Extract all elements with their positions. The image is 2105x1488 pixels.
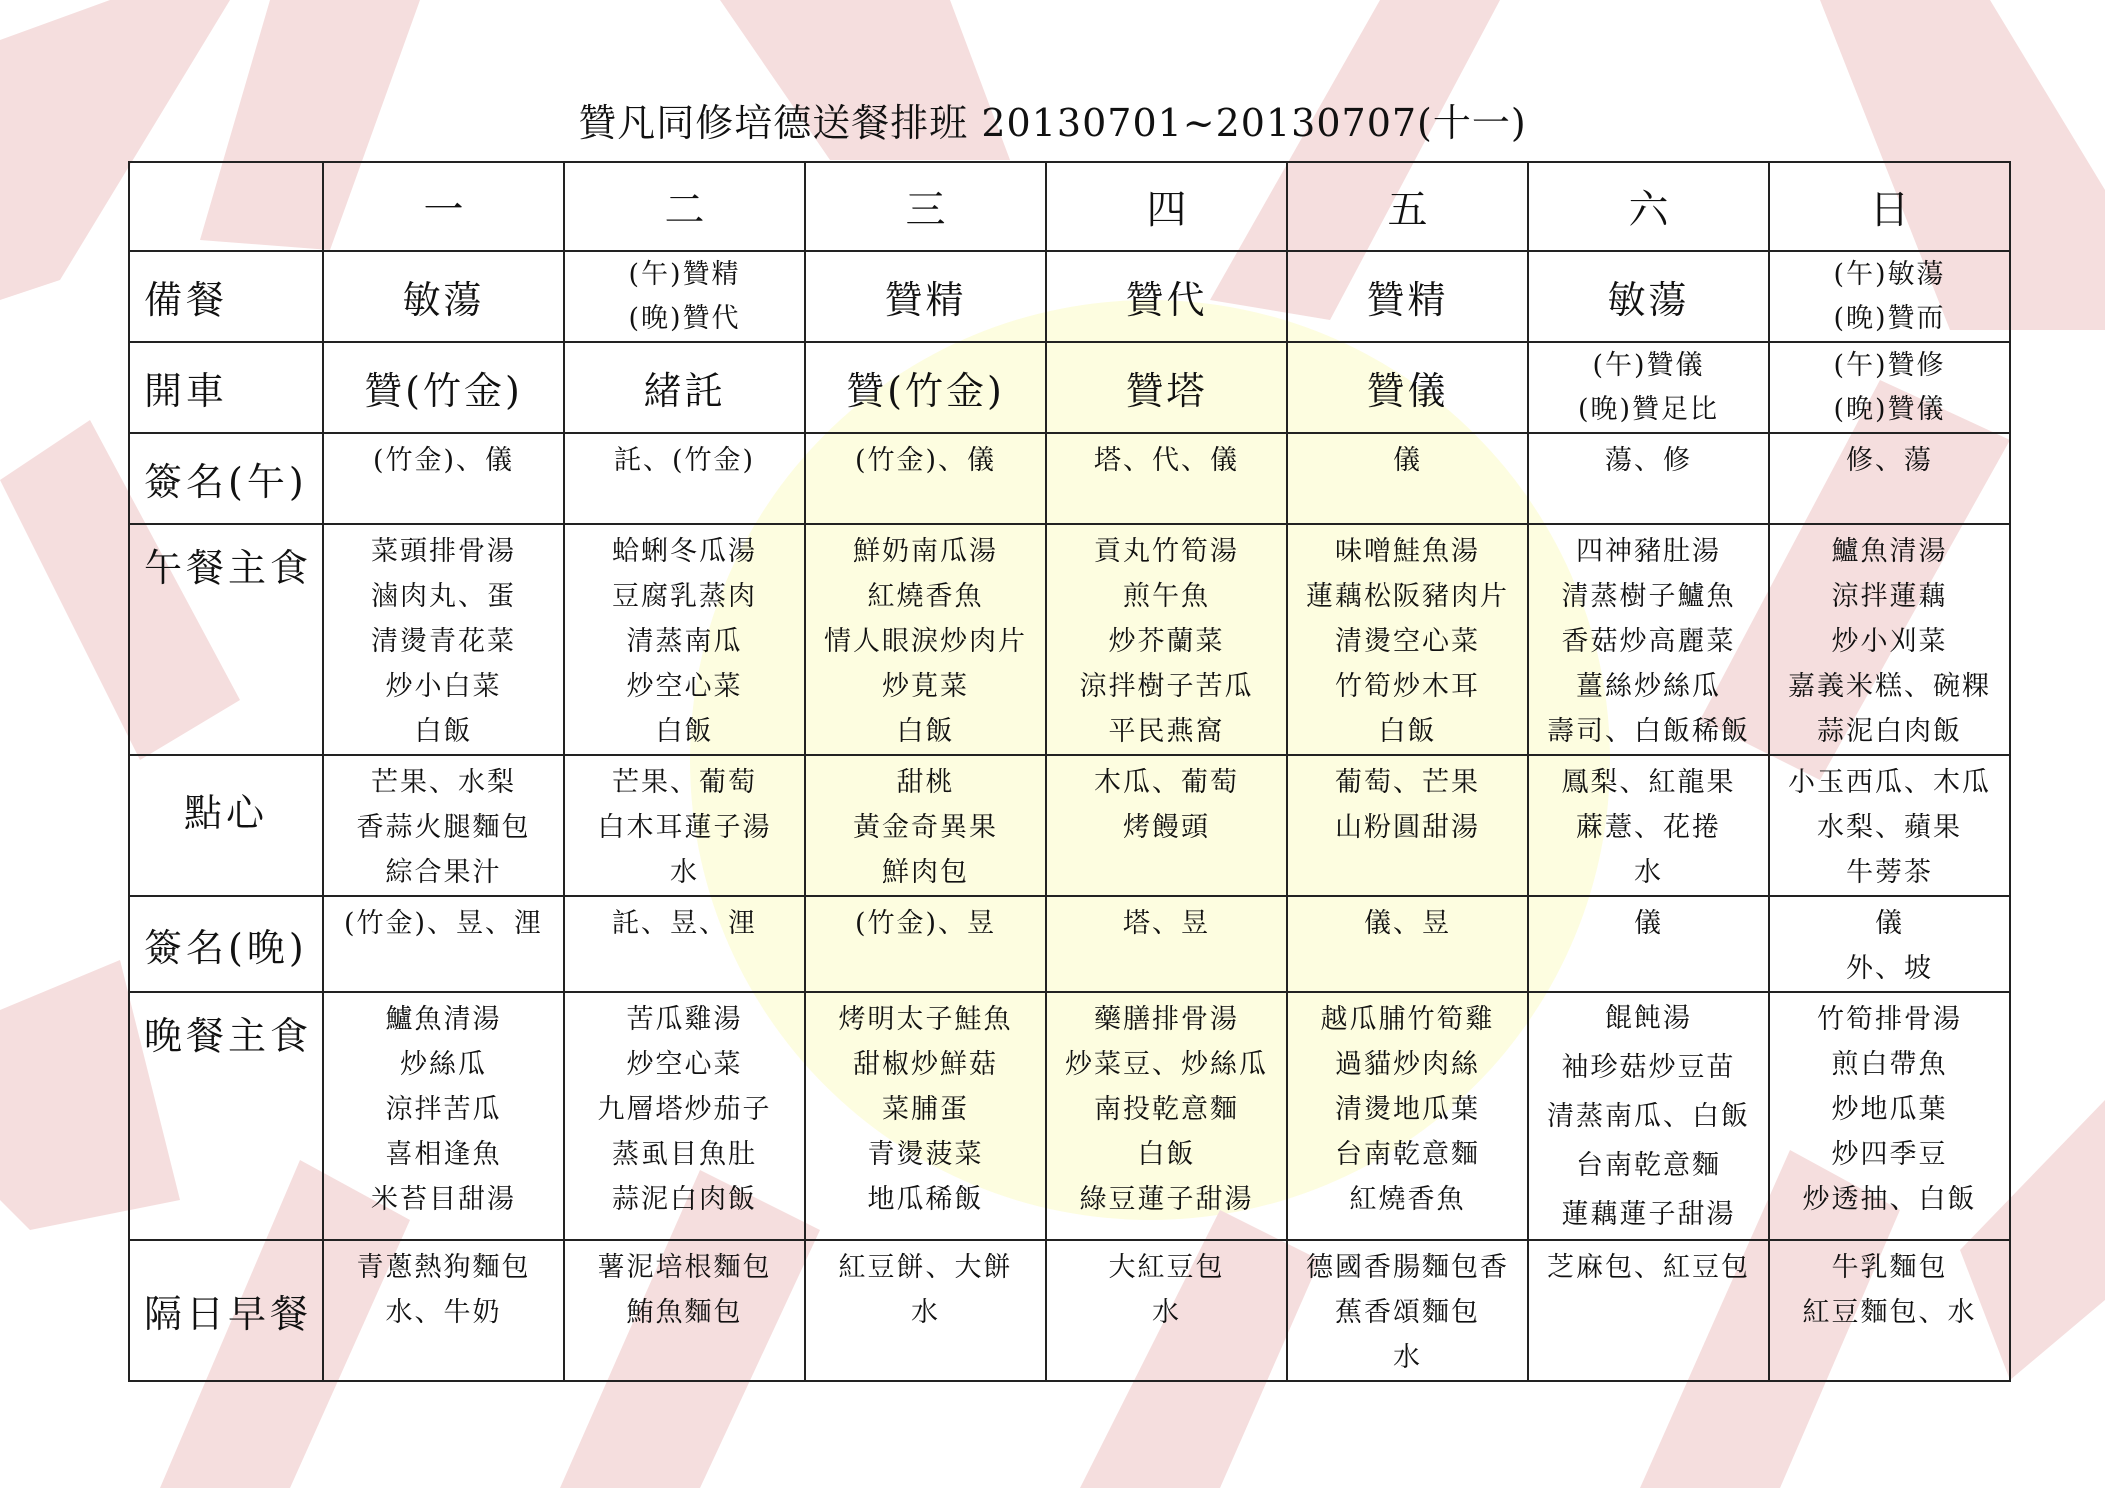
- schedule-cell: [805, 251, 1046, 342]
- day-header-3: 三: [805, 162, 1046, 251]
- schedule-row: [129, 755, 2010, 896]
- schedule-cell: [564, 896, 805, 992]
- cell-line: 鱸魚清湯: [1831, 536, 1948, 567]
- cell-line: 菜頭排骨湯: [371, 536, 516, 567]
- cell-line: 薑絲炒絲瓜: [1576, 671, 1721, 702]
- row-label: 開車: [129, 342, 323, 433]
- cell-line: 紅燒香魚: [1349, 1184, 1466, 1215]
- schedule-cell: [805, 755, 1046, 896]
- cell-line: 炒空心菜: [626, 671, 743, 702]
- cell-line: 袖珍菇炒豆苗: [1561, 1051, 1736, 1083]
- cell-line: 藥膳排骨湯: [1094, 1004, 1239, 1035]
- cell-line: 豆腐乳蒸肉: [612, 581, 757, 612]
- cell-line: 甜椒炒鮮菇: [853, 1049, 998, 1080]
- schedule-cell: [1046, 1240, 1287, 1381]
- cell-line: 水: [1393, 1342, 1422, 1373]
- day-header-7: 日: [1769, 162, 2010, 251]
- cell-line: (竹金)、儀: [372, 445, 515, 476]
- cell-line: (晚)贊代: [628, 302, 741, 334]
- cell-line: 情人眼淚炒肉片: [824, 626, 1027, 657]
- cell-line: 過貓炒肉絲: [1335, 1049, 1480, 1080]
- cell-line: 芝麻包、紅豆包: [1547, 1252, 1750, 1283]
- page-title: 贊凡同修培德送餐排班 20130701~20130707(十一): [578, 101, 1527, 145]
- schedule-cell: [1287, 433, 1528, 524]
- cell-line: 鱸魚清湯: [385, 1004, 502, 1035]
- cell-line: 紅豆餅、大餅: [838, 1252, 1013, 1283]
- schedule-row: [129, 896, 2010, 992]
- cell-line: 竹筍炒木耳: [1335, 671, 1480, 702]
- cell-line: 水: [911, 1297, 940, 1328]
- cell-line: 炒透抽、白飯: [1802, 1184, 1977, 1215]
- cell-line: 芒果、水梨: [371, 767, 516, 798]
- schedule-cell: [805, 896, 1046, 992]
- cell-line: 蒜泥白肉飯: [612, 1184, 757, 1215]
- cell-line: 水: [670, 857, 699, 888]
- schedule-cell: [323, 342, 564, 433]
- cell-line: 白飯: [896, 716, 955, 747]
- cell-line: 蕉香頌麵包: [1335, 1297, 1480, 1328]
- cell-line: 越瓜脯竹筍雞: [1320, 1004, 1495, 1035]
- cell-line: (午)贊精: [628, 258, 741, 290]
- cell-line: 蒜泥白肉飯: [1817, 716, 1962, 747]
- row-label: 簽名(晚): [129, 896, 323, 992]
- cell-line: 炒菜豆、炒絲瓜: [1065, 1049, 1268, 1080]
- cell-line: 烤饅頭: [1123, 812, 1210, 843]
- cell-line: 蒸虱目魚肚: [612, 1139, 757, 1170]
- cell-line: 水: [1152, 1297, 1181, 1328]
- schedule-cell: [564, 524, 805, 755]
- schedule-cell: [1046, 433, 1287, 524]
- schedule-cell: [805, 433, 1046, 524]
- cell-line: 敏蕩: [1607, 278, 1690, 322]
- cell-line: 台南乾意麵: [1335, 1139, 1480, 1170]
- cell-line: 蛤蜊冬瓜湯: [612, 536, 757, 567]
- corner-cell: [129, 162, 323, 251]
- schedule-row: [129, 992, 2010, 1240]
- schedule-cell: [564, 1240, 805, 1381]
- schedule-cell: [1287, 251, 1528, 342]
- cell-line: 白飯: [1378, 716, 1437, 747]
- schedule-cell: [1769, 896, 2010, 992]
- schedule-row: [129, 433, 2010, 524]
- row-label: 晚餐主食: [129, 992, 323, 1240]
- cell-line: 牛蒡茶: [1846, 857, 1933, 888]
- cell-line: 外、坡: [1846, 953, 1933, 984]
- cell-line: 塔、昱: [1123, 908, 1210, 939]
- cell-line: 九層塔炒茄子: [597, 1094, 772, 1125]
- cell-line: 木瓜、葡萄: [1094, 767, 1239, 798]
- cell-line: 四神豬肚湯: [1576, 536, 1721, 567]
- cell-line: 蕩、修: [1605, 445, 1692, 476]
- schedule-cell: [805, 1240, 1046, 1381]
- cell-line: 牛乳麵包: [1831, 1252, 1948, 1283]
- cell-line: 山粉圓甜湯: [1335, 812, 1480, 843]
- cell-line: 芒果、葡萄: [612, 767, 757, 798]
- cell-line: 炒莧菜: [882, 671, 969, 702]
- schedule-cell: [564, 251, 805, 342]
- schedule-cell: [805, 992, 1046, 1240]
- schedule-cell: [1046, 524, 1287, 755]
- schedule-cell: [1528, 433, 1769, 524]
- schedule-cell: [1528, 251, 1769, 342]
- schedule-cell: [805, 342, 1046, 433]
- schedule-cell: [1287, 342, 1528, 433]
- cell-line: 貢丸竹筍湯: [1094, 536, 1239, 567]
- cell-line: (竹金)、昱: [854, 908, 997, 939]
- cell-line: 清蒸樹子鱸魚: [1561, 581, 1736, 612]
- cell-line: 鮪魚麵包: [626, 1297, 743, 1328]
- cell-line: (竹金)、儀: [854, 445, 997, 476]
- cell-line: (晚)贊而: [1833, 302, 1946, 334]
- cell-line: 炒空心菜: [626, 1049, 743, 1080]
- schedule-row: [129, 1240, 2010, 1381]
- cell-line: 白飯: [655, 716, 714, 747]
- schedule-cell: [1769, 755, 2010, 896]
- cell-line: 小玉西瓜、木瓜: [1788, 767, 1991, 798]
- cell-line: 煎午魚: [1123, 581, 1210, 612]
- schedule-cell: [323, 524, 564, 755]
- cell-line: 嘉義米糕、碗粿: [1788, 671, 1991, 702]
- cell-line: 涼拌樹子苦瓜: [1079, 671, 1254, 702]
- cell-line: 託、昱、浬: [612, 908, 757, 939]
- row-label: 點心: [129, 755, 323, 896]
- cell-line: 白飯: [414, 716, 473, 747]
- cell-line: 米苔目甜湯: [371, 1184, 516, 1215]
- cell-line: 涼拌蓮藕: [1831, 581, 1948, 612]
- cell-line: 煎白帶魚: [1831, 1049, 1948, 1080]
- cell-line: 緒託: [643, 369, 726, 413]
- cell-line: 甜桃: [896, 767, 955, 798]
- cell-line: 涼拌苦瓜: [385, 1094, 502, 1125]
- cell-line: (竹金)、昱、浬: [343, 908, 544, 939]
- cell-line: 清燙青花菜: [371, 626, 516, 657]
- schedule-cell: [1046, 251, 1287, 342]
- cell-line: 炒地瓜葉: [1831, 1094, 1948, 1125]
- cell-line: (晚)贊儀: [1833, 393, 1946, 425]
- cell-line: (午)贊儀: [1592, 349, 1705, 381]
- cell-line: 清燙空心菜: [1335, 626, 1480, 657]
- cell-line: 鳳梨、紅龍果: [1561, 767, 1736, 798]
- cell-line: 儀: [1393, 445, 1422, 476]
- cell-line: 菜脯蛋: [882, 1094, 969, 1125]
- cell-line: 薯泥培根麵包: [597, 1252, 772, 1283]
- cell-line: 蔴薏、花捲: [1576, 812, 1721, 843]
- cell-line: 儀: [1875, 908, 1904, 939]
- cell-line: 白飯: [1137, 1139, 1196, 1170]
- day-header-4: 四: [1046, 162, 1287, 251]
- cell-line: 壽司、白飯稀飯: [1547, 716, 1750, 747]
- cell-line: 青燙菠菜: [867, 1139, 984, 1170]
- schedule-cell: [323, 992, 564, 1240]
- cell-line: 紅燒香魚: [867, 581, 984, 612]
- cell-line: 儀、昱: [1364, 908, 1451, 939]
- cell-line: 喜相逢魚: [385, 1139, 502, 1170]
- cell-line: 敏蕩: [402, 278, 485, 322]
- schedule-cell: [1769, 992, 2010, 1240]
- day-header-6: 六: [1528, 162, 1769, 251]
- cell-line: 炒小白菜: [385, 671, 502, 702]
- cell-line: 贊(竹金): [846, 369, 1005, 413]
- schedule-cell: [1769, 251, 2010, 342]
- cell-line: 託、(竹金): [613, 445, 756, 476]
- cell-line: 竹筍排骨湯: [1817, 1004, 1962, 1035]
- schedule-cell: [1287, 992, 1528, 1240]
- cell-line: 鮮奶南瓜湯: [853, 536, 998, 567]
- cell-line: 味噌鮭魚湯: [1335, 536, 1480, 567]
- schedule-cell: [1769, 342, 2010, 433]
- cell-line: 炒四季豆: [1831, 1139, 1948, 1170]
- cell-line: 平民燕窩: [1108, 716, 1225, 747]
- schedule-cell: [1046, 992, 1287, 1240]
- schedule-cell: [323, 755, 564, 896]
- schedule-cell: [564, 342, 805, 433]
- cell-line: 德國香腸麵包香: [1306, 1252, 1509, 1283]
- cell-line: 清蒸南瓜: [626, 626, 743, 657]
- schedule-cell: [323, 896, 564, 992]
- schedule-cell: [564, 755, 805, 896]
- day-header-2: 二: [564, 162, 805, 251]
- day-header-1: 一: [323, 162, 564, 251]
- row-label: 午餐主食: [129, 524, 323, 755]
- schedule-cell: [323, 251, 564, 342]
- cell-line: 白木耳蓮子湯: [597, 812, 772, 843]
- cell-line: 苦瓜雞湯: [626, 1004, 743, 1035]
- cell-line: 台南乾意麵: [1576, 1149, 1721, 1181]
- schedule-cell: [1528, 755, 1769, 896]
- cell-line: (午)贊修: [1833, 349, 1946, 381]
- schedule-cell: [1046, 896, 1287, 992]
- row-label: 簽名(午): [129, 433, 323, 524]
- schedule-cell: [1046, 755, 1287, 896]
- cell-line: 滷肉丸、蛋: [371, 581, 516, 612]
- cell-line: 青蔥熱狗麵包: [356, 1252, 531, 1283]
- header-row: [129, 162, 2010, 251]
- cell-line: 贊代: [1125, 278, 1208, 322]
- cell-line: 水梨、蘋果: [1817, 812, 1962, 843]
- cell-line: 香菇炒高麗菜: [1561, 626, 1736, 657]
- cell-line: 水、牛奶: [385, 1297, 502, 1328]
- cell-line: 清蒸南瓜、白飯: [1547, 1100, 1750, 1132]
- cell-line: (晚)贊足比: [1577, 393, 1720, 425]
- cell-line: 蓮藕蓮子甜湯: [1561, 1198, 1736, 1230]
- schedule-cell: [1287, 524, 1528, 755]
- cell-line: 水: [1634, 857, 1663, 888]
- cell-line: 炒絲瓜: [400, 1049, 487, 1080]
- cell-line: 紅豆麵包、水: [1802, 1297, 1977, 1328]
- cell-line: 綜合果汁: [385, 857, 502, 888]
- row-label: 隔日早餐: [129, 1240, 323, 1381]
- day-header-5: 五: [1287, 162, 1528, 251]
- schedule-cell: [1046, 342, 1287, 433]
- schedule-row: [129, 251, 2010, 342]
- schedule-cell: [1287, 755, 1528, 896]
- schedule-cell: [1528, 342, 1769, 433]
- schedule-cell: [805, 524, 1046, 755]
- schedule-table: [128, 161, 2011, 1382]
- cell-line: 蓮藕松阪豬肉片: [1306, 581, 1509, 612]
- cell-line: 贊(竹金): [364, 369, 523, 413]
- cell-line: 香蒜火腿麵包: [356, 812, 531, 843]
- cell-line: 鮮肉包: [882, 857, 969, 888]
- schedule-row: [129, 342, 2010, 433]
- schedule-cell: [1769, 1240, 2010, 1381]
- schedule-cell: [564, 433, 805, 524]
- cell-line: 修、蕩: [1846, 445, 1933, 476]
- cell-line: 贊塔: [1125, 369, 1208, 413]
- cell-line: 南投乾意麵: [1094, 1094, 1239, 1125]
- cell-line: 清燙地瓜葉: [1335, 1094, 1480, 1125]
- cell-line: 綠豆蓮子甜湯: [1079, 1184, 1254, 1215]
- cell-line: 贊儀: [1366, 369, 1449, 413]
- schedule-cell: [1769, 524, 2010, 755]
- schedule-cell: [1287, 1240, 1528, 1381]
- cell-line: 儀: [1634, 908, 1663, 939]
- cell-line: 餛飩湯: [1605, 1002, 1692, 1034]
- cell-line: (午)敏蕩: [1833, 258, 1946, 290]
- cell-line: 贊精: [884, 278, 967, 322]
- schedule-cell: [1528, 524, 1769, 755]
- cell-line: 葡萄、芒果: [1335, 767, 1480, 798]
- cell-line: 烤明太子鮭魚: [838, 1004, 1013, 1035]
- cell-line: 黃金奇異果: [853, 812, 998, 843]
- cell-line: 贊精: [1366, 278, 1449, 322]
- cell-line: 大紅豆包: [1108, 1252, 1225, 1283]
- cell-line: 炒小刈菜: [1831, 626, 1948, 657]
- schedule-row: [129, 524, 2010, 755]
- schedule-cell: [1769, 433, 2010, 524]
- schedule-cell: [323, 433, 564, 524]
- schedule-cell: [1528, 1240, 1769, 1381]
- cell-line: 炒芥蘭菜: [1108, 626, 1225, 657]
- schedule-cell: [1528, 896, 1769, 992]
- schedule-cell: [323, 1240, 564, 1381]
- schedule-cell: [1287, 896, 1528, 992]
- cell-line: 地瓜稀飯: [867, 1184, 984, 1215]
- schedule-cell: [564, 992, 805, 1240]
- row-label: 備餐: [129, 251, 323, 342]
- cell-line: 塔、代、儀: [1094, 445, 1239, 476]
- schedule-cell: [1528, 992, 1769, 1240]
